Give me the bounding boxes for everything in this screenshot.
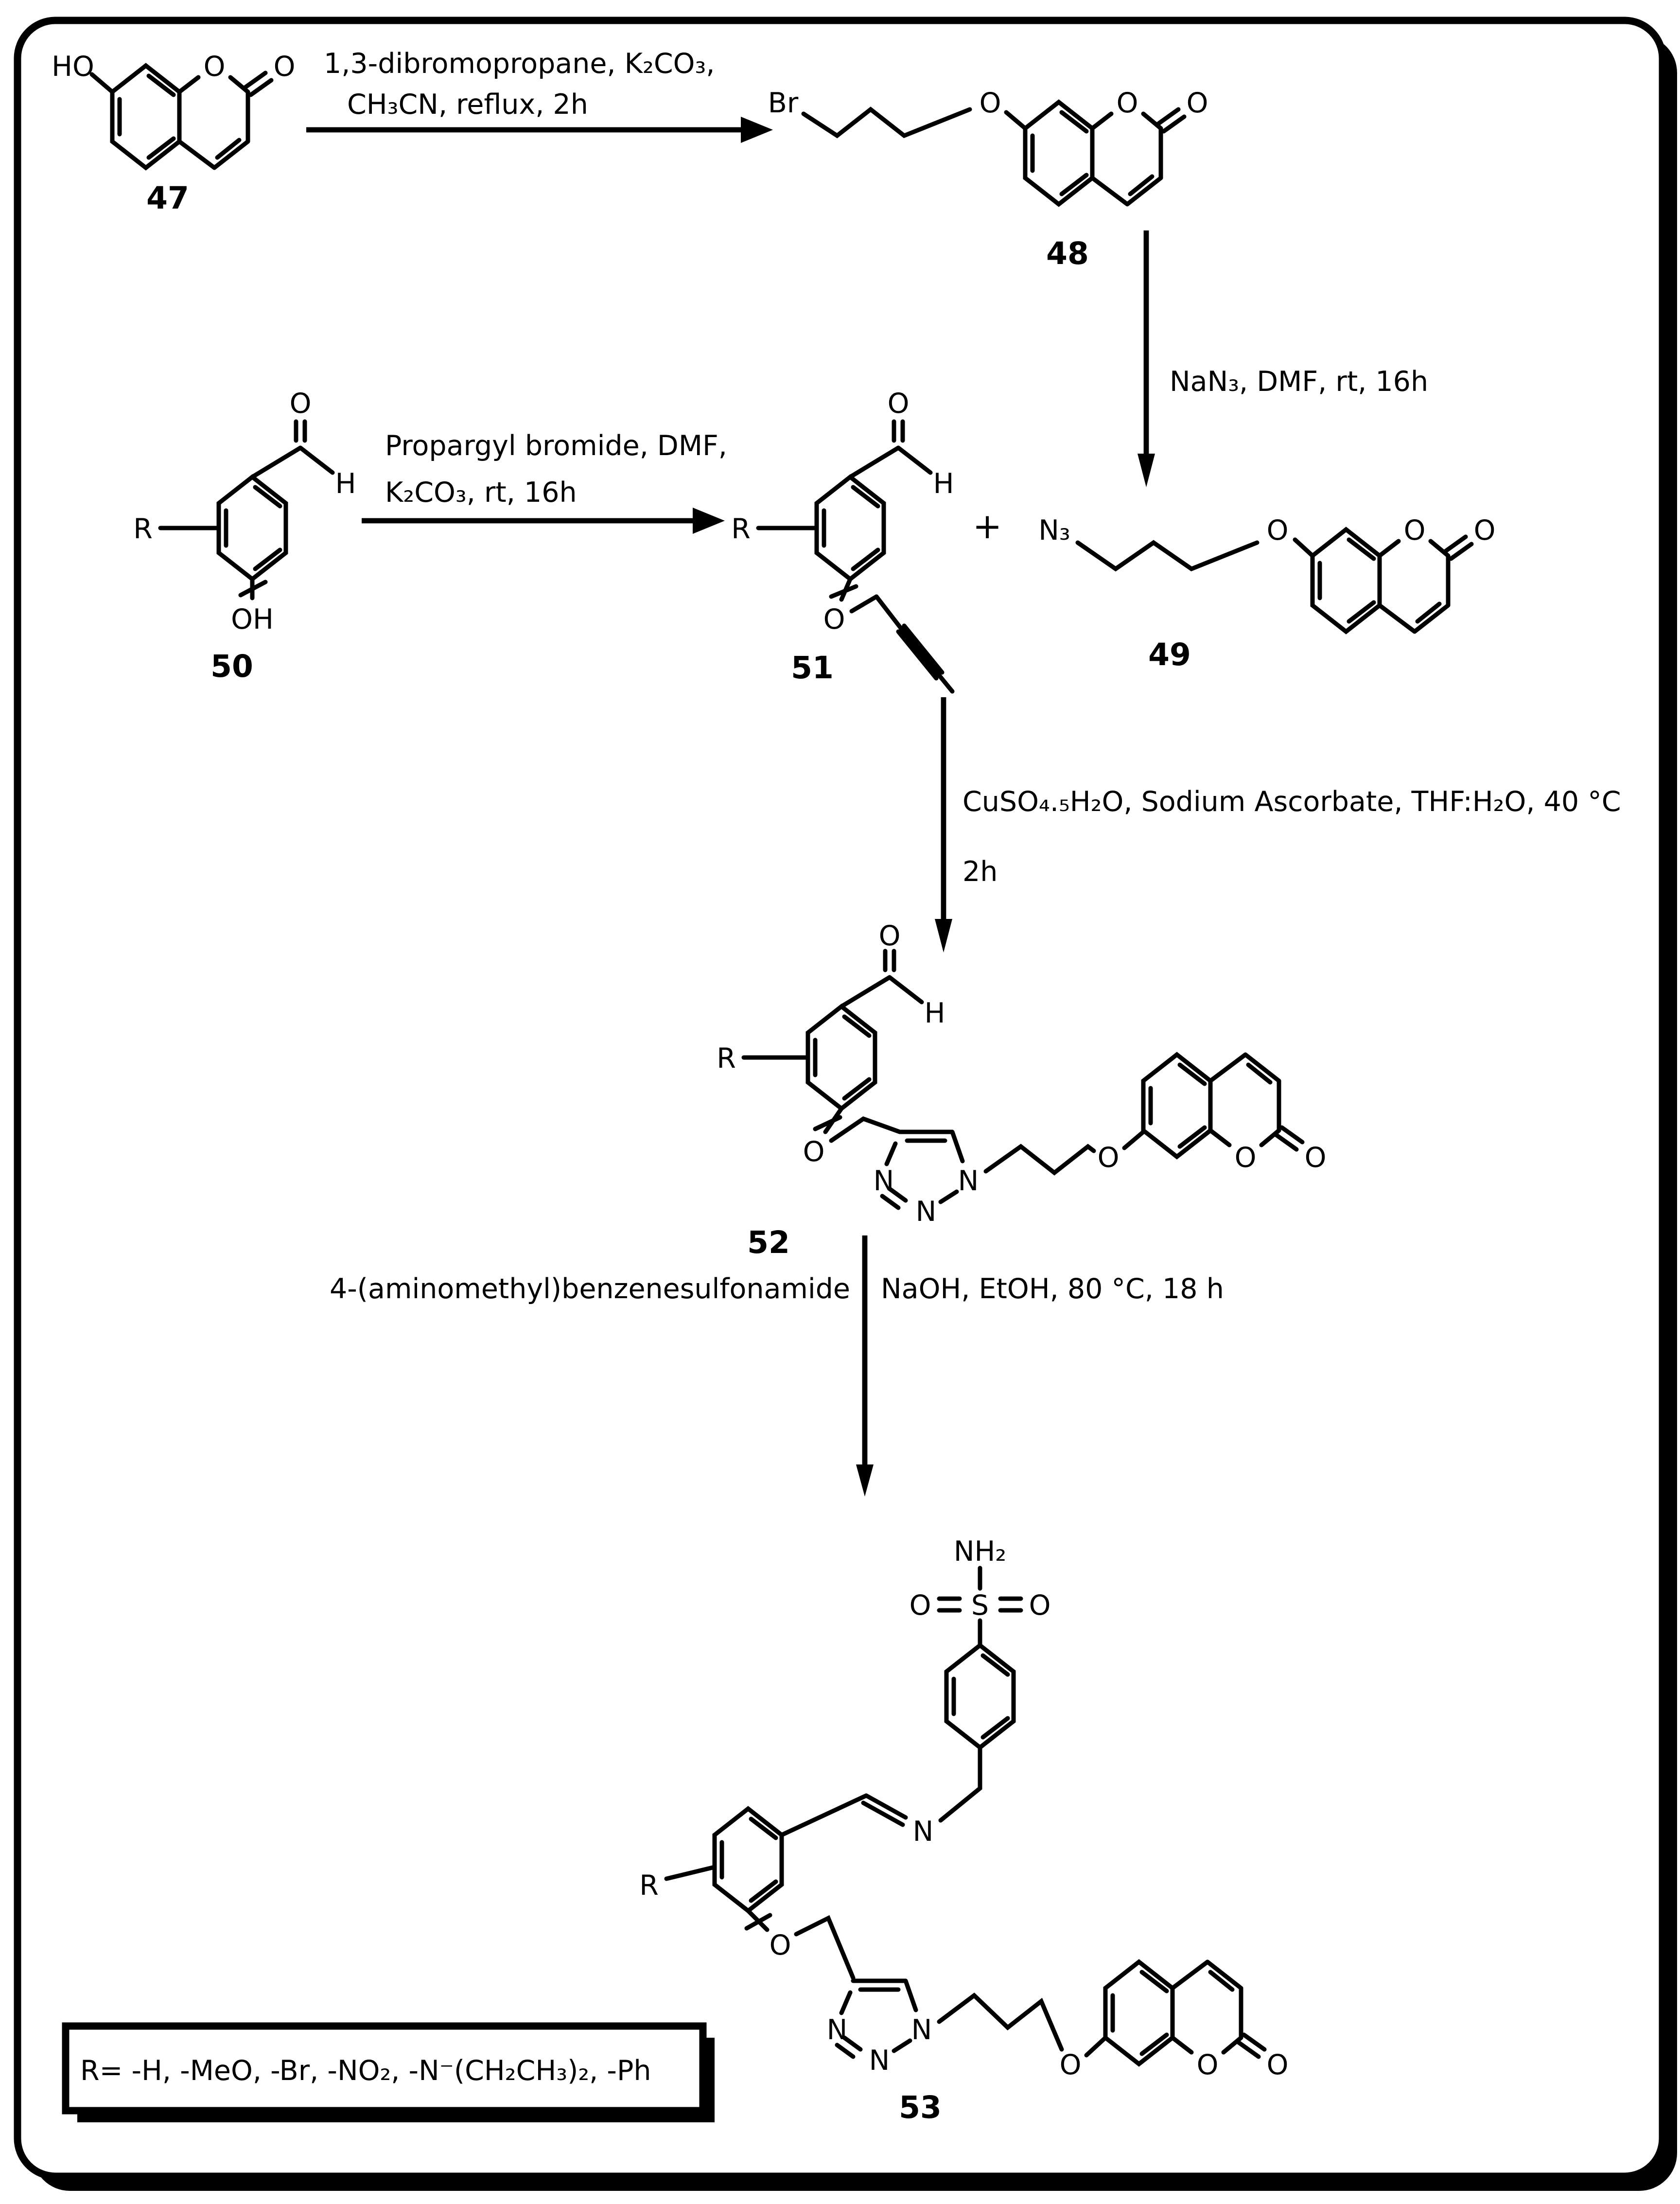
ether-oxygen-label: O bbox=[1097, 1142, 1120, 1174]
carbonyl-oxygen-label: O bbox=[1186, 87, 1208, 120]
r-substituent-label: R bbox=[717, 1042, 736, 1075]
ether-oxygen-label: O bbox=[1059, 2049, 1082, 2081]
hydroxyl-label: HO bbox=[52, 51, 94, 83]
ring-oxygen-label: O bbox=[1234, 1142, 1257, 1174]
sulfur-label: S bbox=[971, 1589, 989, 1622]
carbonyl-oxygen-label: O bbox=[1304, 1142, 1327, 1174]
ring-oxygen-label: O bbox=[1196, 2049, 1219, 2081]
sulfonyl-oxygen-left-label: O bbox=[909, 1589, 931, 1622]
step5-conditions: NaOH, EtOH, 80 °C, 18 h bbox=[881, 1273, 1224, 1305]
aldehyde-h-label: H bbox=[933, 468, 954, 500]
triazole-n2-label: N bbox=[869, 2045, 890, 2077]
carbonyl-oxygen-label: O bbox=[273, 51, 296, 83]
r-legend-box bbox=[66, 2026, 715, 2122]
r-substituent-label: R bbox=[731, 513, 751, 545]
compound-number-49: 49 bbox=[1148, 637, 1191, 672]
compound-number-51: 51 bbox=[791, 650, 834, 686]
compound-number-48: 48 bbox=[1046, 236, 1089, 271]
triazole-n2-label: N bbox=[915, 1196, 937, 1228]
benzyl-ether-oxygen-label: O bbox=[803, 1136, 825, 1168]
carbonyl-oxygen-label: O bbox=[1473, 514, 1496, 547]
step1-conditions-line2: CH₃CN, reflux, 2h bbox=[347, 88, 588, 121]
compound-number-50: 50 bbox=[210, 649, 253, 684]
ether-oxygen-label: O bbox=[979, 87, 1001, 120]
r-substituent-label: R bbox=[133, 513, 153, 545]
compound-number-47: 47 bbox=[146, 180, 189, 216]
ring-oxygen-label: O bbox=[1116, 87, 1138, 120]
azide-label: N₃ bbox=[1038, 514, 1070, 547]
sulfonyl-oxygen-right-label: O bbox=[1029, 1589, 1051, 1622]
triazole-n3-label: N bbox=[873, 1165, 894, 1197]
compound-number-52: 52 bbox=[747, 1225, 790, 1260]
step4-conditions-line2: 2h bbox=[962, 856, 998, 888]
ether-oxygen-label: O bbox=[1266, 514, 1289, 547]
compound-number-53: 53 bbox=[899, 2090, 942, 2125]
aldehyde-oxygen-label: O bbox=[289, 388, 312, 420]
aldehyde-h-label: H bbox=[924, 997, 945, 1029]
triazole-n1-label: N bbox=[958, 1165, 979, 1197]
triazole-n3-label: N bbox=[826, 2014, 848, 2046]
benzyl-ether-oxygen-label: O bbox=[769, 1929, 791, 1962]
phenol-oh-label: OH bbox=[231, 603, 274, 635]
imine-nitrogen-label: N bbox=[912, 1816, 934, 1848]
carbonyl-oxygen-label: O bbox=[1266, 2049, 1289, 2081]
sulfonamide-nh2-label: NH₂ bbox=[953, 1535, 1007, 1568]
step2-conditions: NaN₃, DMF, rt, 16h bbox=[1170, 366, 1429, 398]
r-legend-text: R= -H, -MeO, -Br, -NO₂, -N⁻(CH₂CH₃)₂, -Ph bbox=[80, 2055, 651, 2087]
ring-oxygen-label: O bbox=[203, 51, 226, 83]
step3-conditions-line1: Propargyl bromide, DMF, bbox=[385, 430, 727, 462]
step1-conditions-line1: 1,3-dibromopropane, K₂CO₃, bbox=[324, 48, 715, 80]
aldehyde-oxygen-label: O bbox=[878, 920, 901, 952]
bromine-label: Br bbox=[768, 87, 799, 120]
plus-sign: + bbox=[972, 506, 1002, 547]
ring-oxygen-label: O bbox=[1403, 514, 1426, 547]
aldehyde-h-label: H bbox=[335, 468, 356, 500]
r-substituent-label: R bbox=[639, 1869, 659, 1902]
triazole-n1-label: N bbox=[911, 2014, 932, 2046]
aldehyde-oxygen-label: O bbox=[887, 388, 910, 420]
page-frame bbox=[18, 20, 1662, 2176]
step3-conditions-line2: K₂CO₃, rt, 16h bbox=[385, 476, 577, 509]
step4-conditions-line1: CuSO₄.₅H₂O, Sodium Ascorbate, THF:H₂O, 40 °C bbox=[962, 786, 1621, 818]
step5-reagent: 4-(aminomethyl)benzenesulfonamide bbox=[329, 1273, 850, 1305]
propargyl-oxygen-label: O bbox=[823, 603, 845, 635]
